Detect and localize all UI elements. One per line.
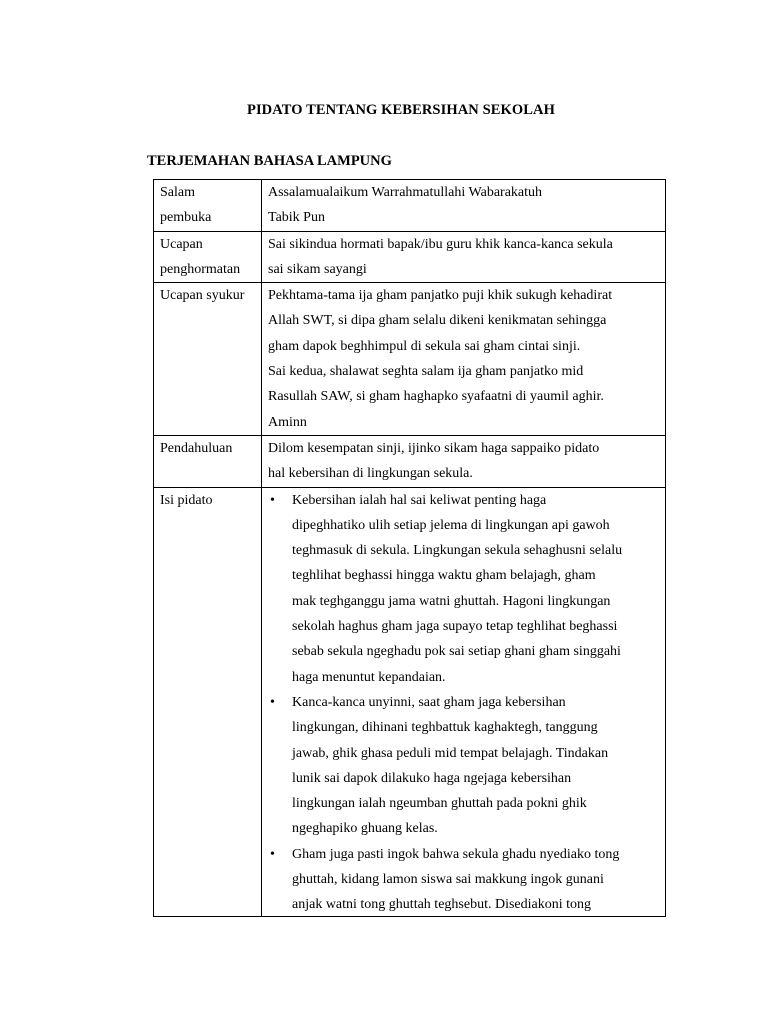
- row-label: Ucapan: [160, 236, 203, 252]
- content-line: dipeghhatiko ulih setiap jelema di lingkungan api gawoh: [292, 517, 610, 533]
- content-line: lingkungan ialah ngeumban ghuttah pada pokni ghik: [292, 796, 587, 812]
- content-line: sebab sekula ngeghadu pok sai setiap ghani gham singgahi: [292, 644, 621, 660]
- content-line: hal kebersihan di lingkungan sekula.: [268, 466, 473, 482]
- row-label: Salam: [160, 185, 195, 200]
- content-line: jawab, ghik ghasa peduli mid tempat belajagh. Tindakan: [292, 745, 609, 761]
- content-line: lingkungan, dihinani teghbattuk kaghaktegh, tanggung: [292, 720, 598, 736]
- content-line: Sai sikindua hormati bapak/ibu guru khik kanca-kanca sekula: [268, 236, 613, 252]
- content-line: Rasullah SAW, si gham haghapko syafaatni di yaumil aghir.: [268, 389, 604, 405]
- content-line: gham dapok beghhimpul di sekula sai gham cintai sinji.: [268, 338, 581, 354]
- content-line: Pekhtama-tama ija gham panjatko puji khik sukugh kehadirat: [268, 288, 613, 304]
- content-line: Assalamualaikum Warrahmatullahi Wabarakatuh: [268, 185, 543, 200]
- row-content-cell: [262, 231, 666, 283]
- row-label: pembuka: [160, 210, 212, 226]
- row-label-cell: [154, 283, 262, 436]
- content-line: Sai kedua, shalawat seghta salam ija gham panjatko mid: [268, 364, 584, 380]
- content-line: mak teghganggu jama watni ghuttah. Hagoni lingkungan: [292, 593, 611, 609]
- speech-table: [153, 179, 666, 917]
- content-line: ngeghapiko ghuang kelas.: [292, 821, 438, 837]
- row-label-cell: [154, 180, 262, 232]
- content-line: • Kanca-kanca unyinni, saat gham jaga kebersihan: [292, 694, 566, 710]
- bullet-item: [268, 842, 663, 917]
- table-row: [154, 435, 666, 487]
- table-row: [154, 487, 666, 917]
- bullet-item: [268, 690, 663, 842]
- content-line: haga menuntut kepandaian.: [292, 669, 446, 685]
- content-line: Aminn: [268, 414, 307, 430]
- table-row: [154, 231, 666, 283]
- content-line: anjak watni tong ghuttah teghsebut. Disediakoni tong: [292, 897, 592, 913]
- content-line: teghlihat beghassi hingga waktu gham belajagh, gham: [292, 568, 596, 584]
- table-row: [154, 283, 666, 436]
- row-label: Ucapan syukur: [160, 288, 245, 304]
- content-line: lunik sai dapok dilakuko haga ngejaga kebersihan: [292, 770, 572, 786]
- content-line: teghmasuk di sekula. Lingkungan sekula sehaghusni selalu: [292, 543, 623, 559]
- row-label: Isi pidato: [160, 492, 213, 508]
- row-content-cell: [262, 435, 666, 487]
- row-content-cell: [262, 283, 666, 436]
- content-line: • Kebersihan ialah hal sai keliwat penting haga: [292, 492, 547, 508]
- row-label-cell: [154, 487, 262, 917]
- row-content-cell: [262, 487, 666, 917]
- bullet-item: [268, 488, 663, 690]
- bullet-list: [268, 488, 663, 917]
- content-line: Dilom kesempatan sinji, ijinko sikam haga sappaiko pidato: [268, 440, 600, 456]
- content-line: ghuttah, kidang lamon siswa sai makkung ingok gunani: [292, 872, 604, 888]
- row-label: Pendahuluan: [160, 440, 233, 456]
- content-line: Allah SWT, si dipa gham selalu dikeni kenikmatan sehingga: [268, 313, 607, 329]
- content-line: • Gham juga pasti ingok bahwa sekula ghadu nyediako tong: [292, 846, 620, 862]
- row-label-cell: [154, 435, 262, 487]
- row-label-cell: [154, 231, 262, 283]
- content-line: sekolah haghus gham jaga supayo tetap teghlihat beghassi: [292, 619, 618, 635]
- row-label: penghormatan: [160, 261, 241, 277]
- content-line: Tabik Pun: [268, 210, 325, 226]
- row-content-cell: [262, 180, 666, 232]
- table-row: [154, 180, 666, 232]
- document-title: PIDATO TENTANG KEBERSIHAN SEKOLAH: [246, 102, 555, 118]
- document-subtitle: TERJEMAHAN BAHASA LAMPUNG: [147, 153, 392, 169]
- content-line: sai sikam sayangi: [268, 261, 367, 277]
